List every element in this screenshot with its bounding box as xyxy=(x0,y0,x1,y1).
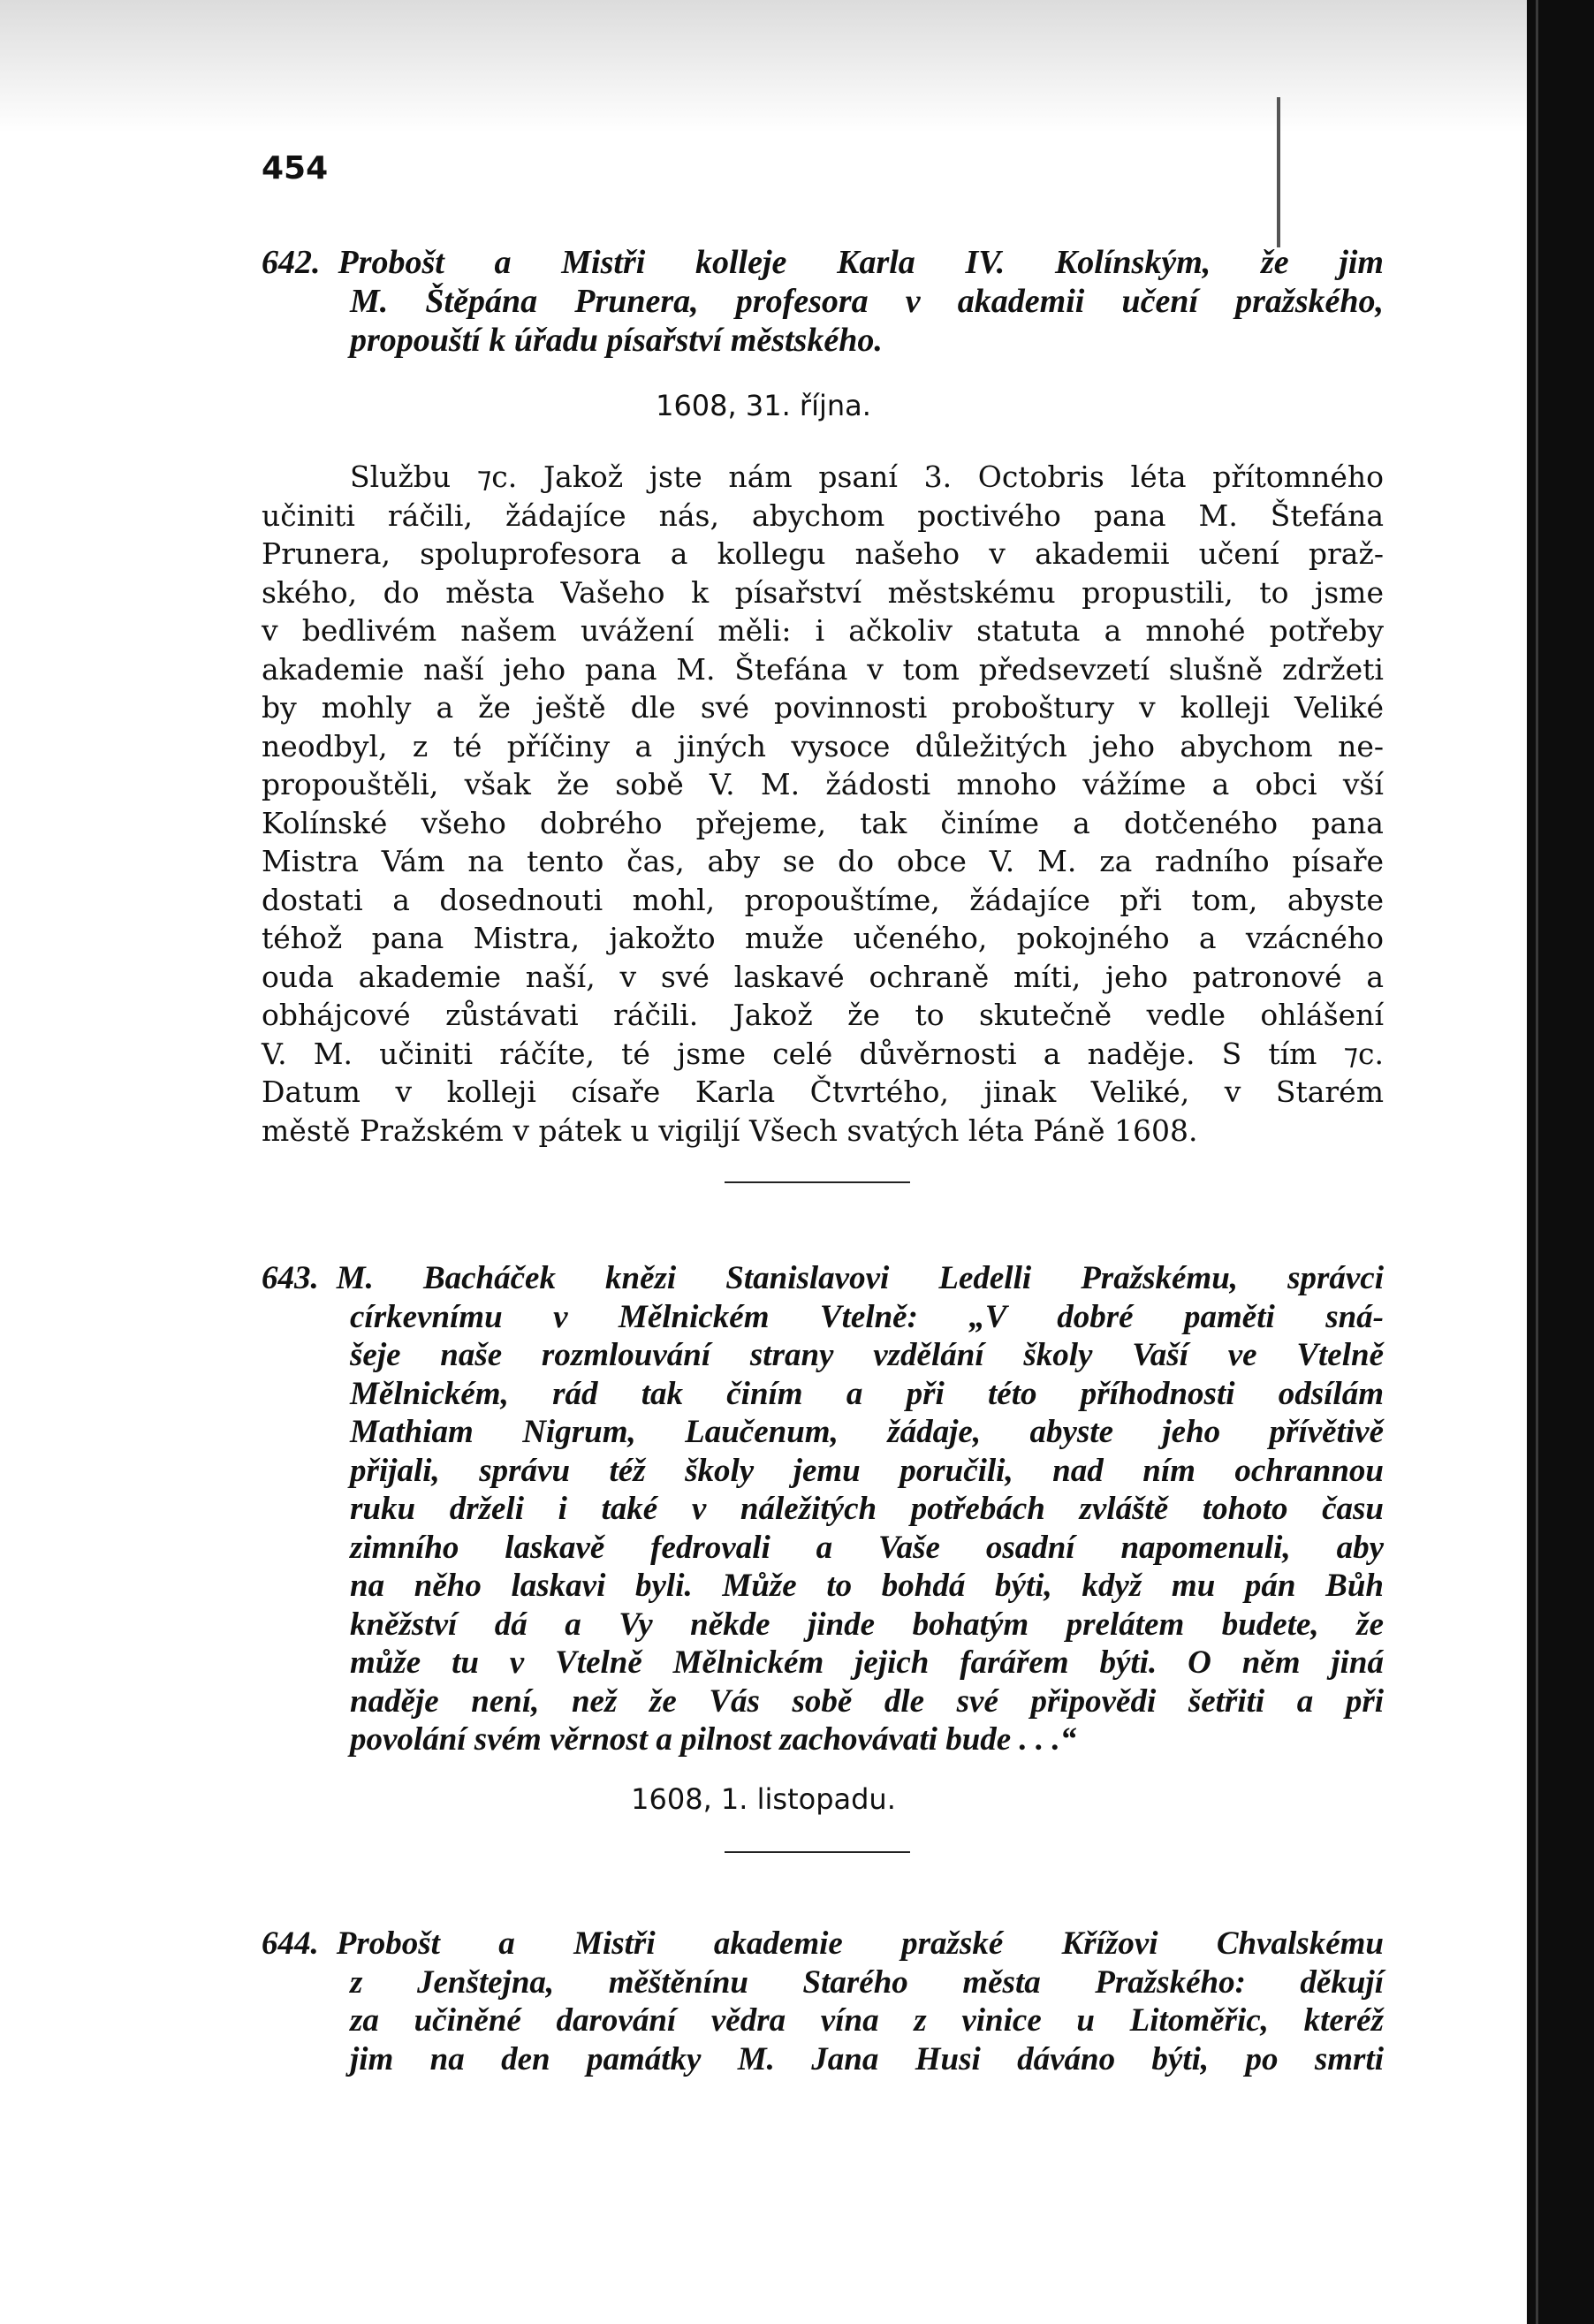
body-line: neodbyl, z té příčiny a jiných vysoce důležitých jeho abychom ne- xyxy=(262,728,1384,763)
body-line: téhož pana Mistra, jakožto muže učeného, pokojného a vzácného xyxy=(262,921,1384,955)
body-line: ského, do města Vašeho k písařství městskému propustili, to jsme xyxy=(262,574,1384,610)
entry-643-line: církevnímu v Mělnickém Vtelně: „V dobré paměti sná- xyxy=(350,1298,1384,1335)
entry-643-line: Mathiam Nigrum, Laučenum, žádaje, abyste jeho přívětivě xyxy=(350,1414,1384,1450)
body-line: městě Pražském v pátek u vigiljí Všech svatých léta Páně 1608. xyxy=(262,1113,1198,1148)
entry-643-date: 1608, 1. listopadu. xyxy=(631,1782,896,1816)
entry-642-heading xyxy=(262,243,1384,360)
scan-shading xyxy=(0,0,1527,133)
entry-643-line: šeje naše rozmlouvání strany vzdělání školy Vaší ve Vtelně xyxy=(350,1337,1384,1373)
entry-644 xyxy=(262,1925,1384,2078)
body-line: v bedlivém našem uvážení měli: i ačkoliv statuta a mnohé potřeby xyxy=(262,613,1384,648)
page-number: 454 xyxy=(262,150,329,186)
entry-644-number: 644. xyxy=(262,1925,319,1962)
entry-643-line: Mělnickém, rád tak činím a při této příhodnosti odsílám xyxy=(350,1375,1384,1412)
body-line: dostati a dosednouti mohl, propouštíme, žádajíce při tom, abyste xyxy=(262,882,1384,917)
entry-643-line: M. Bacháček knězi Stanislavovi Ledelli Pražskému, správci xyxy=(336,1260,1384,1296)
entry-643-line: přijali, správu též školy jemu poručili, nad ním ochrannou xyxy=(350,1452,1384,1489)
page-edge xyxy=(1536,0,1538,2324)
body-line: Prunera, spoluprofesora a kollegu našeho v akademii učení praž- xyxy=(262,536,1384,571)
body-line: ouda akademie naší, v své laskavé ochraně míti, jeho patronové a xyxy=(262,959,1384,994)
entry-643-line: naděje není, než že Vás sobě dle své připovědi šetřiti a při xyxy=(350,1682,1384,1720)
body-line: Datum v kolleji císaře Karla Čtvrtého, jinak Veliké, v Starém xyxy=(262,1075,1384,1109)
entry-642-heading-line: propouští k úřadu písařství městského. xyxy=(350,322,883,359)
body-line: propouštěli, však že sobě V. M. žádosti mnoho vážíme a obci vší xyxy=(262,767,1384,801)
entry-643-line: zimního laskavě fedrovali a Vaše osadní napomenuli, aby xyxy=(350,1529,1384,1566)
body-line: obhájcové zůstávati ráčili. Jakož že to skutečně vedle ohlášení xyxy=(262,998,1384,1032)
entry-643-line: na něho laskavi byli. Může to bohdá býti, když mu pán Bůh xyxy=(350,1568,1384,1604)
entry-643-number: 643. xyxy=(262,1260,319,1296)
body-line: by mohly a že ještě dle své povinnosti proboštury v kolleji Veliké xyxy=(262,690,1384,725)
entry-642-body xyxy=(262,458,1384,1150)
body-line: učiniti ráčili, žádajíce nás, abychom poctivého pana M. Štefána xyxy=(262,497,1384,533)
scan-artifact xyxy=(1277,97,1280,247)
body-line: V. M. učiniti ráčíte, té jsme celé důvěrnosti a naděje. S tím ⁊c. xyxy=(262,1036,1384,1071)
entry-642-number: 642. xyxy=(262,244,321,281)
body-line: Mistra Vám na tento čas, aby se do obce V. M. za radního písaře xyxy=(262,844,1384,878)
entry-644-line: z Jenštejna, měštěnínu Starého města Pražského: děkují xyxy=(350,1963,1384,2001)
entry-643-line: povolání svém věrnost a pilnost zachovávati bude . . .“ xyxy=(350,1721,1077,1758)
body-line: akademie naší jeho pana M. Štefána v tom předsevzetí slušně zdržeti xyxy=(262,651,1384,687)
entry-643-line: ruku drželi i také v náležitých potřebách zvláště tohoto času xyxy=(350,1491,1384,1527)
body-line: Kolínské všeho dobrého přejeme, tak činíme a dotčeného pana xyxy=(262,805,1384,840)
entry-644-line: Probošt a Mistři akademie pražské Křížovi Chvalskému xyxy=(336,1925,1384,1962)
entry-642-heading-line: Probošt a Mistři kolleje Karla IV. Kolínským, že jim xyxy=(338,244,1384,281)
entry-644-line: jim na den památky M. Jana Husi dáváno býti, po smrti xyxy=(350,2040,1384,2077)
entry-642-date: 1608, 31. října. xyxy=(656,389,871,422)
section-divider xyxy=(725,1851,910,1853)
section-divider xyxy=(725,1181,910,1183)
entry-642-heading-line: M. Štěpána Prunera, profesora v akademii učení pražského, xyxy=(350,283,1384,320)
entry-643-line: může tu v Vtelně Mělnickém jejich farářem býti. O něm jiná xyxy=(350,1644,1384,1681)
entry-643-line: kněžství dá a Vy někde jinde bohatým prelátem budete, že xyxy=(350,1606,1384,1643)
entry-643 xyxy=(262,1259,1384,1759)
entry-644-line: za učiněné darování vědra vína z vinice u Litoměřic, kteréž xyxy=(350,2002,1384,2039)
body-line: Službu ⁊c. Jakož jste nám psaní 3. Octobris léta přítomného xyxy=(350,459,1384,494)
